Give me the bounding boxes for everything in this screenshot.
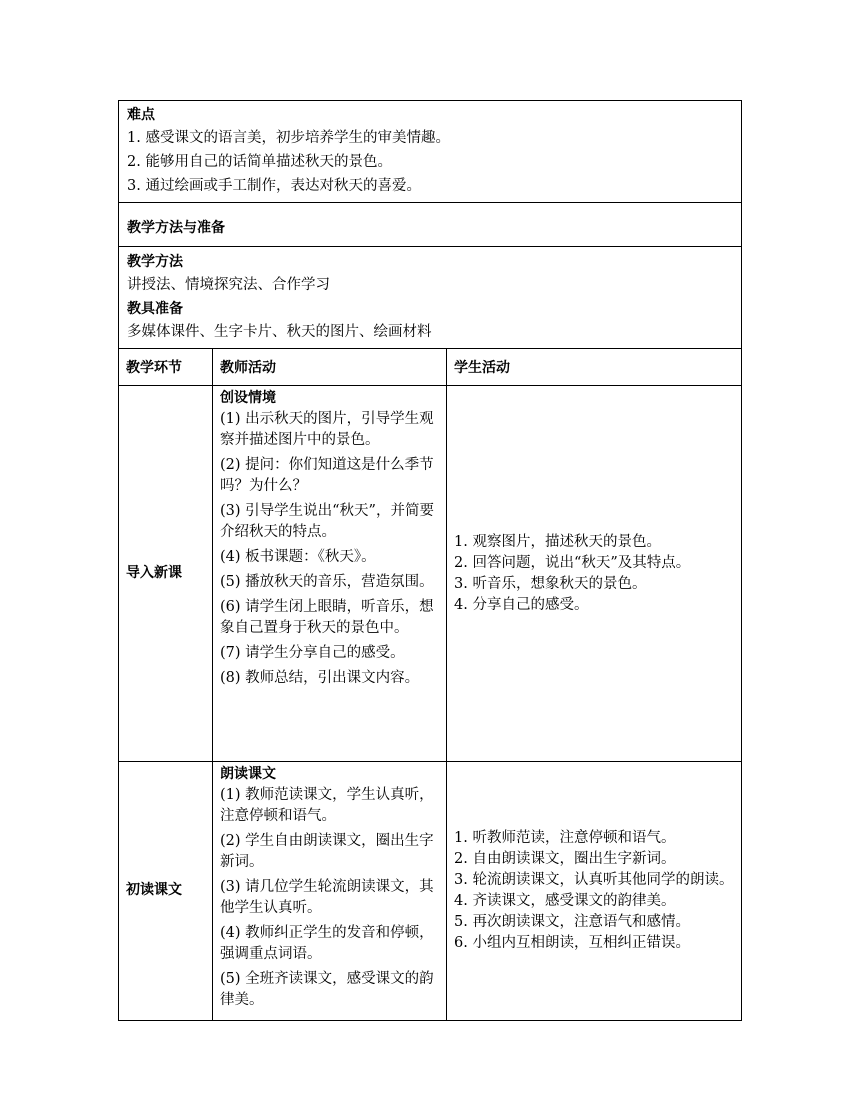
activity-table-wrap xyxy=(119,349,741,1020)
student-activity: 5. 再次朗读课文，注意语气和感情。 xyxy=(454,913,690,930)
header-student: 学生活动 xyxy=(447,349,742,386)
teacher-cell xyxy=(213,386,447,762)
student-activity: 2. 自由朗读课文，圈出生字新词。 xyxy=(454,850,676,867)
teacher-step: (7) 请学生分享自己的感受。 xyxy=(220,645,405,661)
table-row xyxy=(119,762,741,1020)
student-activity: 3. 听音乐，想象秋天的景色。 xyxy=(454,575,647,592)
difficulty-title: 难点 xyxy=(127,107,155,123)
teacher-cell xyxy=(213,762,447,1020)
stage-cell: 初读课文 xyxy=(119,762,213,1020)
methods-section-title: 教学方法与准备 xyxy=(127,220,225,236)
teacher-step: (6) 请学生闭上眼睛，听音乐，想象自己置身于秋天的景色中。 xyxy=(220,599,434,636)
student-activity: 4. 齐读课文，感受课文的韵律美。 xyxy=(454,892,676,909)
methods-section-header xyxy=(119,203,741,247)
student-activity: 2. 回答问题，说出“秋天”及其特点。 xyxy=(454,554,691,571)
teacher-step: (1) 教师范读课文，学生认真听，注意停顿和语气。 xyxy=(220,787,434,824)
teacher-step: (3) 引导学生说出“秋天”，并简要介绍秋天的特点。 xyxy=(220,503,434,540)
teacher-activity-title: 创设情境 xyxy=(220,390,276,406)
lesson-plan-sheet xyxy=(118,100,742,1021)
teacher-step: (5) 播放秋天的音乐，营造氛围。 xyxy=(220,574,434,590)
tools-text: 多媒体课件、生字卡片、秋天的图片、绘画材料 xyxy=(127,324,432,340)
methods-label: 教学方法 xyxy=(127,254,183,270)
student-cell xyxy=(447,386,742,762)
table-header-row xyxy=(119,349,741,386)
difficulty-section xyxy=(119,101,741,203)
difficulty-item: 1. 感受课文的语言美，初步培养学生的审美情趣。 xyxy=(127,130,450,146)
teacher-step: (1) 出示秋天的图片，引导学生观察并描述图片中的景色。 xyxy=(220,411,434,448)
difficulty-item: 3. 通过绘画或手工制作，表达对秋天的喜爱。 xyxy=(127,178,421,194)
teacher-step: (4) 板书课题：《秋天》。 xyxy=(220,549,376,565)
header-stage: 教学环节 xyxy=(119,349,213,386)
tools-label: 教具准备 xyxy=(127,301,183,317)
table-row xyxy=(119,386,741,762)
teacher-step: (3) 请几位学生轮流朗读课文，其他学生认真听。 xyxy=(220,879,434,916)
student-activity: 3. 轮流朗读课文，认真听其他同学的朗读。 xyxy=(454,871,734,888)
activity-table xyxy=(119,349,741,1020)
teacher-step: (5) 全班齐读课文，感受课文的韵律美。 xyxy=(220,971,434,1008)
teacher-step: (2) 提问：你们知道这是什么季节吗？为什么？ xyxy=(220,457,434,494)
header-teacher: 教师活动 xyxy=(213,349,447,386)
teacher-step: (4) 教师纠正学生的发音和停顿，强调重点词语。 xyxy=(220,925,434,962)
student-activity: 1. 观察图片，描述秋天的景色。 xyxy=(454,533,661,550)
stage-cell: 导入新课 xyxy=(119,386,213,762)
student-activity: 4. 分享自己的感受。 xyxy=(454,596,589,613)
difficulty-item: 2. 能够用自己的话简单描述秋天的景色。 xyxy=(127,154,392,170)
methods-text: 讲授法、情境探究法、合作学习 xyxy=(127,277,330,293)
teacher-activity-title: 朗读课文 xyxy=(220,766,276,782)
teacher-step: (2) 学生自由朗读课文，圈出生字新词。 xyxy=(220,833,434,870)
methods-section xyxy=(119,247,741,349)
student-cell xyxy=(447,762,742,1020)
teacher-step: (8) 教师总结，引出课文内容。 xyxy=(220,670,420,686)
student-activity: 6. 小组内互相朗读，互相纠正错误。 xyxy=(454,934,690,951)
student-activity: 1. 听教师范读，注意停顿和语气。 xyxy=(454,829,676,846)
